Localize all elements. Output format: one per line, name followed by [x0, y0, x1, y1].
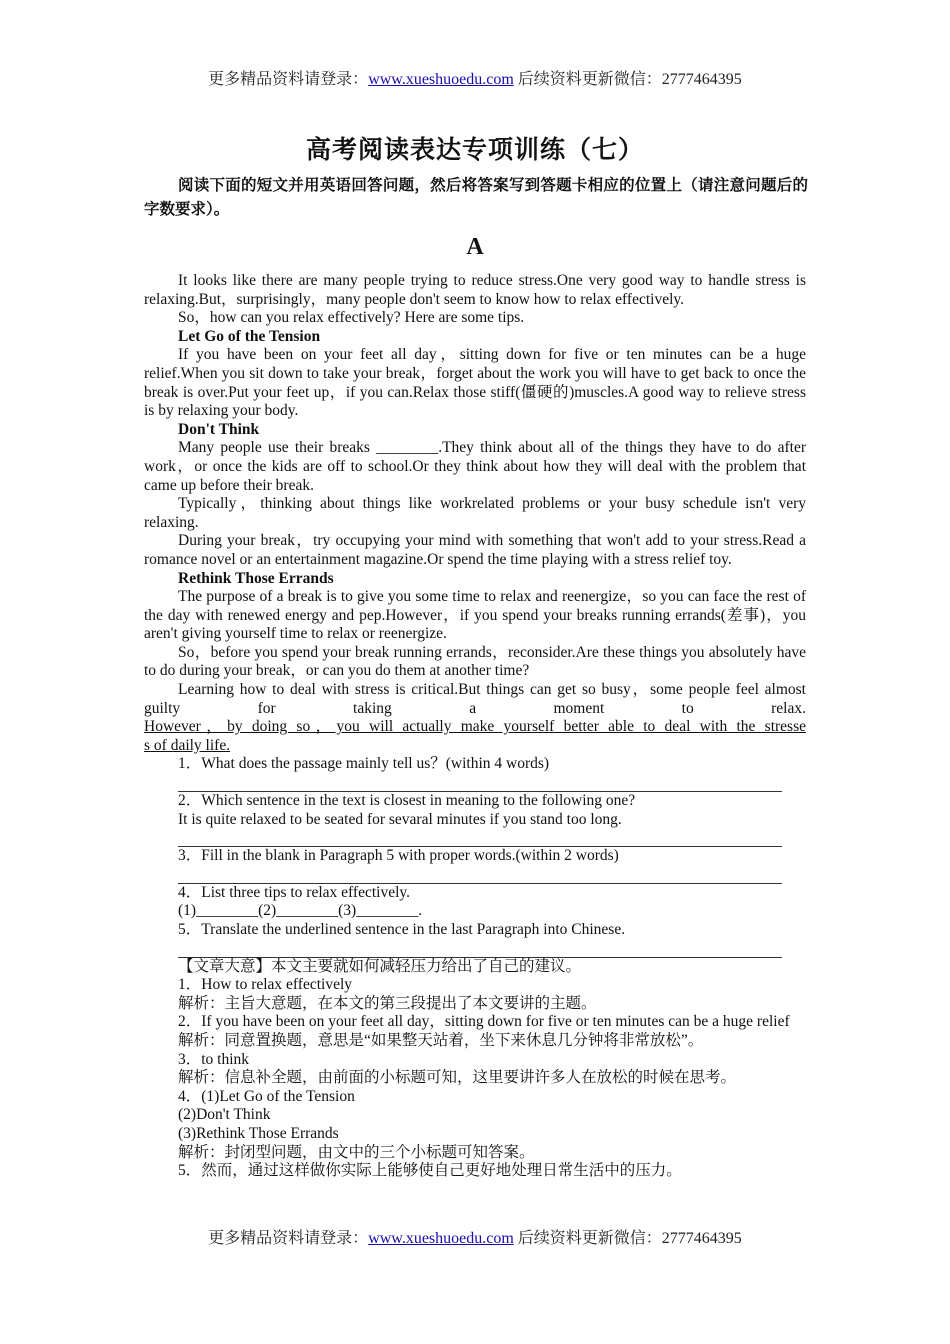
question-3: 3．Fill in the blank in Paragraph 5 with proper words.(within 2 words) [178, 847, 619, 865]
paragraph-9: Learning how to deal with stress is critical.But things can get so busy，some people feel almost guilty for taking a moment to relax. [144, 681, 806, 717]
page-title: 高考阅读表达专项训练（七） [305, 137, 644, 164]
footer-suffix: 后续资料更新微信：2777464395 [513, 1230, 742, 1247]
answer-4-3: (3)Rethink Those Errands [178, 1124, 339, 1142]
paragraph-7: The purpose of a break is to give you some time to relax and reenergize，so you can face the rest of the day with renewed energy and pep.However，if you spend your breaks running errands(差事)，you aren't giving yourself time to relax or reenergize. [144, 588, 806, 643]
answer-4-2: (2)Don't Think [178, 1106, 271, 1124]
question-2-sentence: It is quite relaxed to be seated for sevaral minutes if you stand too long. [178, 810, 622, 828]
paragraph-8: So，before you spend your break running errands，reconsider.Are these things you absolutely have to do during your break，or can you do them at another time? [144, 643, 806, 680]
header-prefix: 更多精品资料请登录： [208, 71, 369, 88]
passage-content [144, 272, 806, 1181]
answer-line-2[interactable] [178, 829, 782, 847]
question-1: 1．What does the passage mainly tell us？(within 4 words) [178, 755, 550, 773]
answer-2: 2．If you have been on your feet all day，sitting down for five or ten minutes can be a huge relief [178, 1013, 790, 1031]
header-link[interactable]: www.xueshuoedu.com [368, 71, 514, 88]
footer-prefix: 更多精品资料请登录： [208, 1230, 369, 1247]
paragraph-4: Many people use their breaks ________.They think about all of the things they have to do after work，or once the kids are off to school.Or they think about how they will deal with the problem that came up before their break. [144, 439, 806, 494]
answer-4-note: 解析：封闭型问题，由文中的三个小标题可知答案。 [178, 1143, 535, 1161]
instruction: 阅读下面的短文并用英语回答问题，然后将答案写到答题卡相应的位置上（请注意问题后的字数要求）。 [144, 177, 808, 218]
header-suffix: 后续资料更新微信：2777464395 [513, 71, 742, 88]
answer-5: 5．然而，通过这样做你实际上能够使自己更好地处理日常生活中的压力。 [178, 1162, 682, 1180]
page-footer [0, 1225, 950, 1248]
answer-line-1[interactable] [178, 774, 782, 792]
answer-line-3[interactable] [178, 866, 782, 884]
paragraph-1: It looks like there are many people trying to reduce stress.One very good way to handle stress is relaxing.But，surprisingly，many people don't seem to know how to relax effectively. [144, 272, 806, 308]
underlined-sentence-line-2: s of daily life. [144, 736, 231, 754]
answer-1: 1．How to relax effectively [178, 976, 353, 994]
subheading-3: Rethink Those Errands [178, 569, 334, 587]
paragraph-2: So，how can you relax effectively? Here are some tips. [178, 309, 525, 327]
paragraph-3: If you have been on your feet all day，sitting down for five or ten minutes can be a huge relief.When you sit down to take your break，forget about the work you will have to get back to once the break is over.Put your feet up，if you can.Relax those stiff(僵硬的)muscles.A good way to relieve stress is by relaxing your body. [144, 346, 806, 420]
answer-3: 3．to think [178, 1050, 250, 1068]
answer-summary: 【文章大意】本文主要就如何减轻压力给出了自己的建议。 [178, 957, 582, 975]
question-4-blanks: (1)________(2)________(3)________. [178, 902, 423, 920]
subheading-2: Don't Think [178, 420, 260, 438]
answer-2-note: 解析：同意置换题，意思是“如果整天站着，坐下来休息几分钟将非常放松”。 [178, 1031, 704, 1049]
question-4: 4．List three tips to relax effectively. [178, 883, 410, 901]
answer-line-5[interactable] [178, 940, 782, 958]
footer-link[interactable]: www.xueshuoedu.com [368, 1230, 514, 1247]
paragraph-6: During your break，try occupying your mind with something that won't add to your stress.Read a romance novel or an entertainment magazine.Or spend the time playing with a stress relief toy. [144, 532, 806, 568]
answer-4-1: 4．(1)Let Go of the Tension [178, 1087, 355, 1105]
page-header [0, 66, 950, 89]
paragraph-5: Typically，thinking about things like workrelated problems or your busy schedule isn't very relaxing. [144, 495, 806, 531]
question-5: 5．Translate the underlined sentence in the last Paragraph into Chinese. [178, 921, 626, 938]
section-label: A [466, 234, 484, 260]
answer-1-note: 解析：主旨大意题，在本文的第三段提出了本文要讲的主题。 [178, 994, 597, 1012]
subheading-1: Let Go of the Tension [178, 327, 321, 345]
answer-3-note: 解析：信息补全题，由前面的小标题可知，这里要讲许多人在放松的时候在思考。 [178, 1069, 737, 1087]
question-2: 2．Which sentence in the text is closest in meaning to the following one? [178, 792, 636, 810]
underlined-sentence-line-1: However，by doing so，you will actually make yourself better able to deal with the stresse [144, 718, 806, 736]
